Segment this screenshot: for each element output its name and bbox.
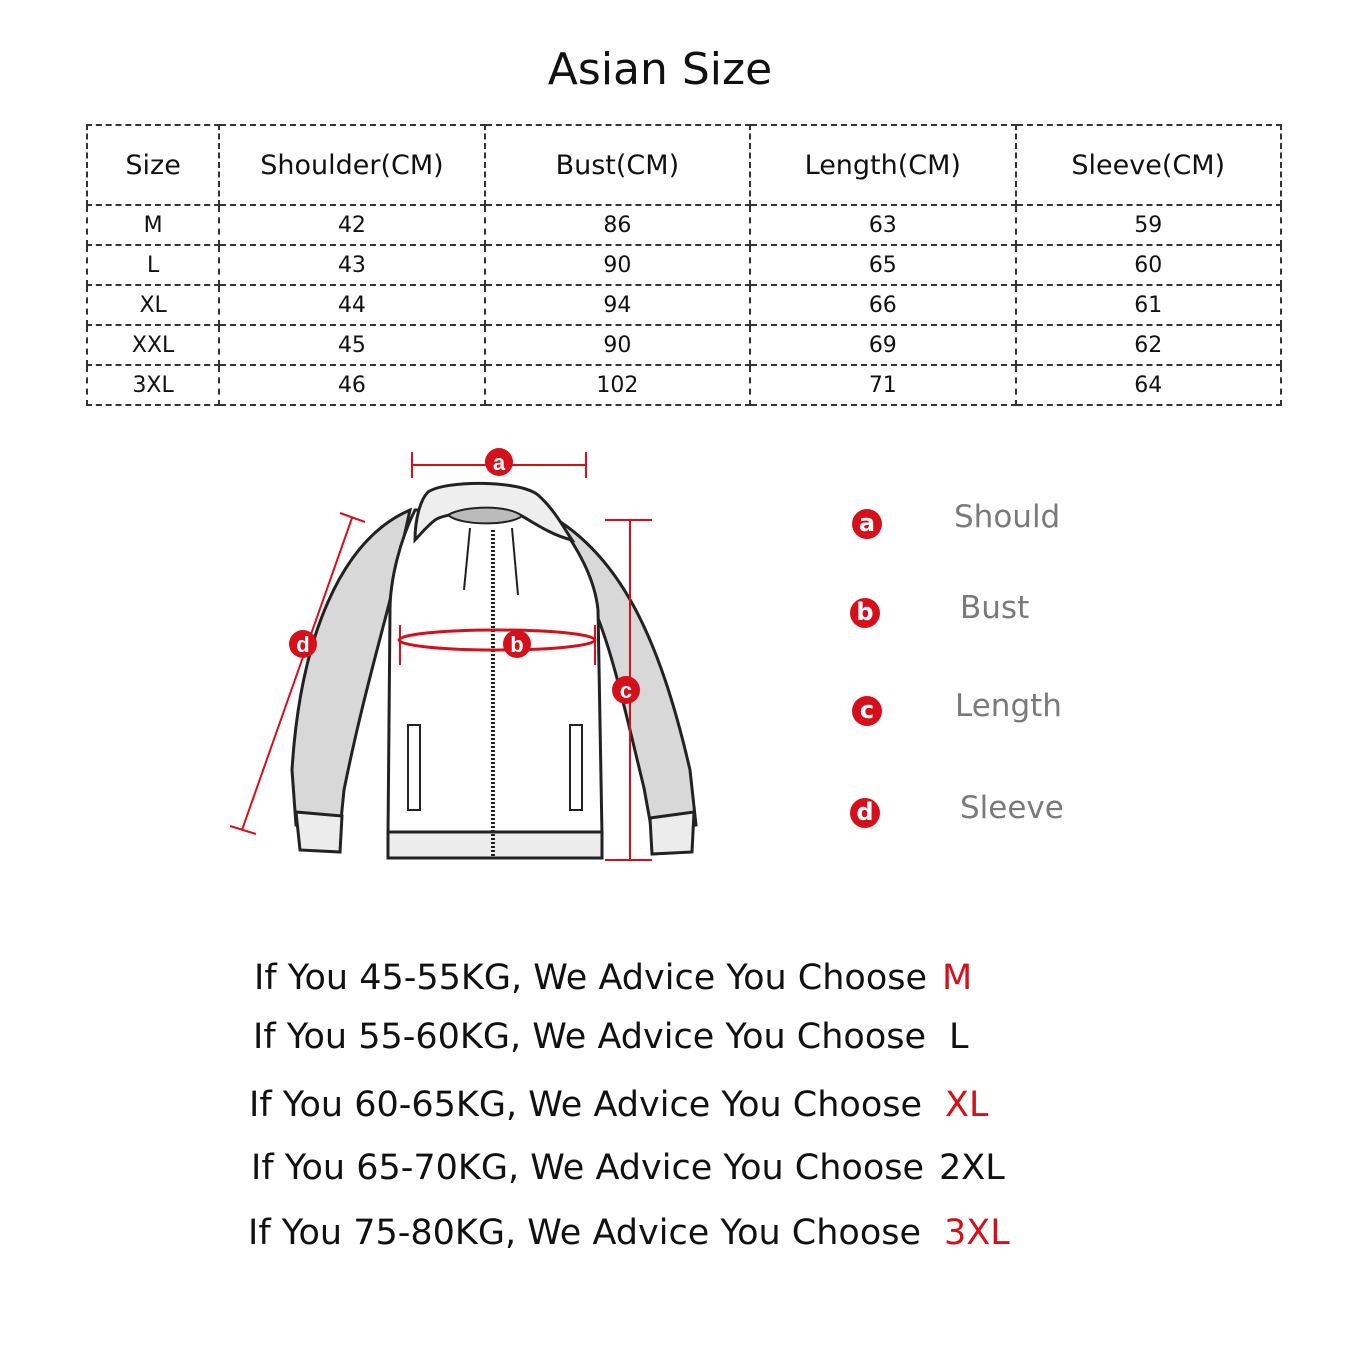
legend-label: Should (954, 499, 1061, 535)
table-row (87, 245, 1281, 285)
advice-line (251, 1148, 1021, 1194)
table-cell: 64 (1016, 365, 1281, 405)
legend-label: Length (955, 688, 1062, 724)
table-header-sleeve: Sleeve(CM) (1016, 125, 1281, 205)
legend-marker-c-icon: c (852, 696, 882, 726)
advice-text: If You 45-55KG, We Advice You Choose (254, 958, 928, 998)
marker-a-label: a (492, 450, 506, 475)
table-cell: 102 (485, 365, 750, 405)
table-cell: XL (87, 285, 219, 325)
table-row (87, 285, 1281, 325)
advice-size: M (942, 958, 973, 998)
table-header-row (87, 125, 1281, 205)
jacket-right-pocket (570, 725, 582, 810)
advice-size: 2XL (939, 1148, 1005, 1188)
table-header-length: Length(CM) (750, 125, 1015, 205)
jacket-diagram (220, 440, 720, 880)
measure-tick (340, 513, 365, 522)
marker-c-label: c (619, 678, 633, 703)
table-cell: 63 (750, 205, 1015, 245)
table-header-bust: Bust(CM) (485, 125, 750, 205)
table-cell: 90 (485, 245, 750, 285)
table-cell: L (87, 245, 219, 285)
jacket-left-pocket (408, 725, 420, 810)
table-cell: 61 (1016, 285, 1281, 325)
advice-line (248, 1213, 1028, 1259)
table-header-shoulder: Shoulder(CM) (219, 125, 484, 205)
table-cell: 3XL (87, 365, 219, 405)
table-row (87, 205, 1281, 245)
table-cell: 94 (485, 285, 750, 325)
legend-label: Sleeve (960, 790, 1064, 826)
table-row (87, 365, 1281, 405)
table-cell: 44 (219, 285, 484, 325)
advice-text: If You 55-60KG, We Advice You Choose (253, 1017, 927, 1057)
table-cell: 90 (485, 325, 750, 365)
table-cell: 43 (219, 245, 484, 285)
advice-text: If You 75-80KG, We Advice You Choose (248, 1213, 922, 1253)
table-cell: 46 (219, 365, 484, 405)
legend-marker-d-icon: d (850, 798, 880, 828)
table-cell: M (87, 205, 219, 245)
page-title: Asian Size (547, 44, 773, 95)
jacket-right-cuff (650, 812, 694, 854)
marker-d-label: d (296, 632, 310, 657)
legend-item-sleeve (850, 790, 1150, 836)
table-cell: 71 (750, 365, 1015, 405)
table-row (87, 325, 1281, 365)
advice-size: L (949, 1017, 969, 1057)
jacket-left-cuff (296, 812, 342, 852)
advice-size: 3XL (944, 1213, 1010, 1253)
table-cell: 62 (1016, 325, 1281, 365)
table-cell: 60 (1016, 245, 1281, 285)
table-cell: 86 (485, 205, 750, 245)
table-cell: 69 (750, 325, 1015, 365)
legend-item-bust (850, 590, 1150, 636)
legend-label: Bust (960, 590, 1030, 626)
table-cell: 42 (219, 205, 484, 245)
jacket-hood-lining (448, 508, 522, 524)
legend-item-length (852, 688, 1152, 734)
table-header-size: Size (87, 125, 219, 205)
advice-size: XL (945, 1085, 989, 1125)
legend-item-shoulder (852, 499, 1152, 545)
advice-text: If You 65-70KG, We Advice You Choose (251, 1148, 925, 1188)
legend-marker-a-icon: a (852, 509, 882, 539)
size-table (86, 124, 1282, 406)
table-cell: 66 (750, 285, 1015, 325)
legend-marker-b-icon: b (850, 598, 880, 628)
advice-line (254, 958, 1014, 1004)
table-cell: 59 (1016, 205, 1281, 245)
table-cell: 65 (750, 245, 1015, 285)
table-cell: XXL (87, 325, 219, 365)
advice-line (249, 1085, 1019, 1131)
table-cell: 45 (219, 325, 484, 365)
advice-line (253, 1017, 1013, 1063)
advice-text: If You 60-65KG, We Advice You Choose (249, 1085, 923, 1125)
marker-b-label: b (510, 632, 524, 657)
